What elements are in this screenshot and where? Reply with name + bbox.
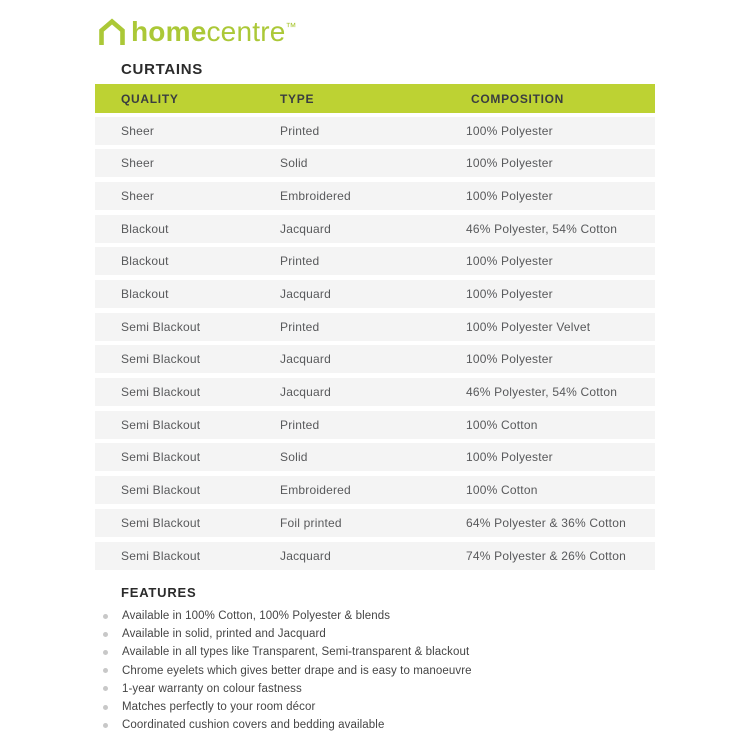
quality-cell: Sheer bbox=[121, 188, 155, 203]
feature-text: Chrome eyelets which gives better drape and is easy to manoeuvre bbox=[122, 664, 472, 677]
feature-text: Matches perfectly to your room décor bbox=[122, 701, 316, 714]
bullet-icon bbox=[103, 705, 108, 710]
quality-cell: Blackout bbox=[121, 254, 169, 269]
table-row bbox=[95, 117, 655, 145]
quality-cell: Semi Blackout bbox=[121, 352, 201, 367]
feature-text: Coordinated cushion covers and bedding available bbox=[122, 719, 385, 732]
bullet-icon bbox=[103, 632, 108, 637]
composition-cell: 64% Polyester & 36% Cotton bbox=[466, 515, 626, 530]
type-cell: Jacquard bbox=[280, 548, 331, 563]
page-title: CURTAINS bbox=[121, 61, 203, 78]
house-icon bbox=[97, 18, 127, 48]
table-row bbox=[95, 215, 655, 243]
feature-text: 1-year warranty on colour fastness bbox=[122, 682, 302, 695]
bullet-icon bbox=[103, 723, 108, 728]
features-list bbox=[95, 607, 695, 734]
table-body bbox=[95, 117, 655, 570]
type-cell: Printed bbox=[280, 254, 320, 269]
bullet-icon bbox=[103, 614, 108, 619]
type-cell: Foil printed bbox=[280, 515, 342, 530]
table-row bbox=[95, 149, 655, 177]
table-row bbox=[95, 411, 655, 439]
feature-item bbox=[95, 607, 695, 625]
quality-cell: Semi Blackout bbox=[121, 450, 201, 465]
table-row bbox=[95, 345, 655, 373]
quality-cell: Semi Blackout bbox=[121, 417, 201, 432]
type-cell: Printed bbox=[280, 123, 320, 138]
quality-cell: Blackout bbox=[121, 287, 169, 302]
quality-cell: Sheer bbox=[121, 156, 155, 171]
feature-item bbox=[95, 698, 695, 716]
quality-cell: Semi Blackout bbox=[121, 515, 201, 530]
feature-text: Available in solid, printed and Jacquard bbox=[122, 628, 326, 641]
quality-cell: Sheer bbox=[121, 123, 155, 138]
feature-item bbox=[95, 680, 695, 698]
table-row bbox=[95, 313, 655, 341]
bullet-icon bbox=[103, 686, 108, 691]
composition-cell: 100% Polyester bbox=[466, 123, 553, 138]
column-header-composition: COMPOSITION bbox=[471, 91, 565, 106]
quality-cell: Semi Blackout bbox=[121, 483, 201, 498]
curtains-table bbox=[95, 84, 655, 574]
logo-text bbox=[131, 16, 297, 48]
column-header-type: TYPE bbox=[280, 91, 315, 106]
composition-cell: 100% Polyester bbox=[466, 188, 553, 203]
feature-text: Available in 100% Cotton, 100% Polyester & blends bbox=[122, 610, 391, 623]
type-cell: Embroidered bbox=[280, 483, 351, 498]
composition-cell: 100% Polyester bbox=[466, 287, 553, 302]
composition-cell: 100% Cotton bbox=[466, 483, 538, 498]
composition-cell: 100% Polyester bbox=[466, 352, 553, 367]
quality-cell: Semi Blackout bbox=[121, 548, 201, 563]
trademark-symbol: ™ bbox=[285, 21, 297, 34]
logo-text-centre: centre bbox=[206, 16, 286, 47]
quality-cell: Semi Blackout bbox=[121, 319, 201, 334]
type-cell: Printed bbox=[280, 417, 320, 432]
composition-cell: 100% Polyester bbox=[466, 156, 553, 171]
table-row bbox=[95, 182, 655, 210]
type-cell: Printed bbox=[280, 319, 320, 334]
type-cell: Jacquard bbox=[280, 221, 331, 236]
table-row bbox=[95, 542, 655, 570]
table-row bbox=[95, 443, 655, 471]
features-section bbox=[95, 585, 695, 734]
feature-item bbox=[95, 643, 695, 661]
composition-cell: 74% Polyester & 26% Cotton bbox=[466, 548, 626, 563]
homecentre-logo bbox=[97, 16, 297, 48]
type-cell: Jacquard bbox=[280, 352, 331, 367]
bullet-icon bbox=[103, 668, 108, 673]
type-cell: Solid bbox=[280, 450, 308, 465]
feature-item bbox=[95, 662, 695, 680]
logo-text-home: home bbox=[131, 16, 207, 47]
table-row bbox=[95, 280, 655, 308]
table-row bbox=[95, 247, 655, 275]
type-cell: Jacquard bbox=[280, 385, 331, 400]
composition-cell: 46% Polyester, 54% Cotton bbox=[466, 221, 618, 236]
feature-text: Available in all types like Transparent, Semi-transparent & blackout bbox=[122, 646, 470, 659]
feature-item bbox=[95, 716, 695, 734]
column-header-quality: QUALITY bbox=[121, 91, 179, 106]
table-row bbox=[95, 476, 655, 504]
type-cell: Jacquard bbox=[280, 287, 331, 302]
quality-cell: Semi Blackout bbox=[121, 385, 201, 400]
table-row bbox=[95, 378, 655, 406]
quality-cell: Blackout bbox=[121, 221, 169, 236]
bullet-icon bbox=[103, 650, 108, 655]
table-row bbox=[95, 509, 655, 537]
composition-cell: 100% Cotton bbox=[466, 417, 538, 432]
type-cell: Solid bbox=[280, 156, 308, 171]
features-title: FEATURES bbox=[121, 585, 197, 600]
composition-cell: 46% Polyester, 54% Cotton bbox=[466, 385, 618, 400]
type-cell: Embroidered bbox=[280, 188, 351, 203]
feature-item bbox=[95, 625, 695, 643]
table-header-row bbox=[95, 84, 655, 113]
composition-cell: 100% Polyester bbox=[466, 450, 553, 465]
composition-cell: 100% Polyester bbox=[466, 254, 553, 269]
composition-cell: 100% Polyester Velvet bbox=[466, 319, 591, 334]
